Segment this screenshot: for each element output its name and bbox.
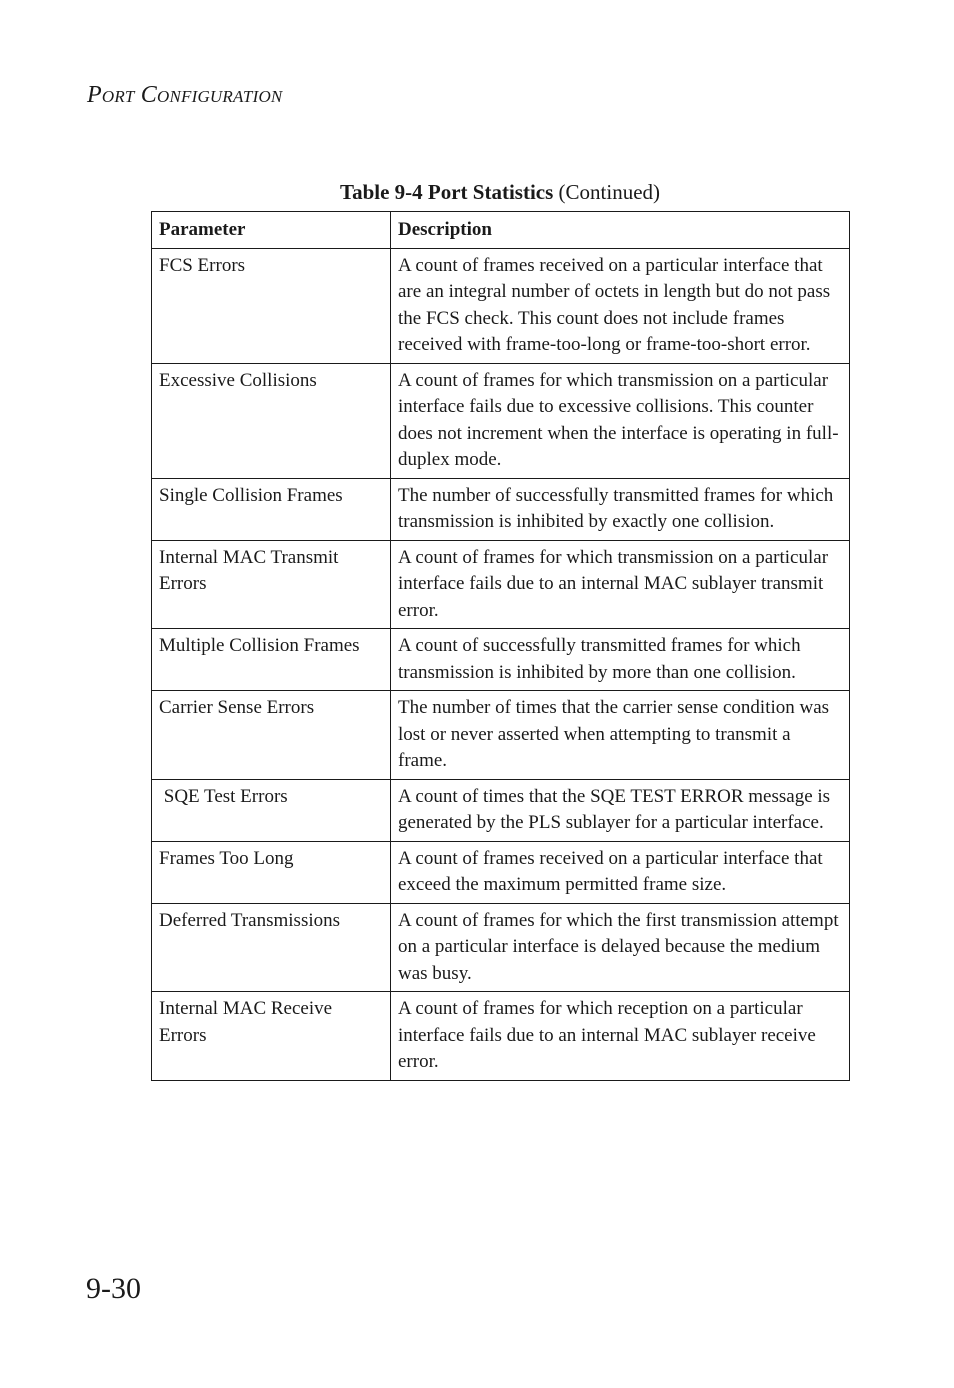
description-cell: A count of frames for which transmission on a particular interface fails due to excessive collisions. This counter does not increment when the interface is operating in full-duplex mode. [391,363,850,478]
table-caption [151,178,849,206]
description-cell: A count of successfully transmitted frames for which transmission is inhibited by more than one collision. [391,629,850,691]
table-row [152,629,850,691]
description-cell: The number of successfully transmitted frames for which transmission is inhibited by exactly one collision. [391,478,850,540]
table-caption-label: Table 9-4 Port Statistics [339,180,554,204]
parameter-cell: Internal MAC Receive Errors [152,992,391,1081]
parameter-cell: Carrier Sense Errors [152,691,391,780]
parameter-cell: SQE Test Errors [152,779,391,841]
parameter-cell: Frames Too Long [152,841,391,903]
table-row [152,841,850,903]
table-row [152,992,850,1081]
table-row [152,248,850,363]
table-row [152,779,850,841]
parameter-cell: FCS Errors [152,248,391,363]
table-row [152,903,850,992]
table-caption-suffix: (Continued) [553,180,661,204]
port-statistics-table [151,211,850,1081]
description-cell: The number of times that the carrier sense condition was lost or never asserted when attempting to transmit a frame. [391,691,850,780]
parameter-cell: Internal MAC Transmit Errors [152,540,391,629]
table-row [152,691,850,780]
description-cell: A count of frames for which transmission on a particular interface fails due to an internal MAC sublayer transmit error. [391,540,850,629]
parameter-cell: Multiple Collision Frames [152,629,391,691]
description-cell: A count of frames for which the first transmission attempt on a particular interface is delayed because the medium was busy. [391,903,850,992]
running-header: Port Configuration [87,82,283,108]
table-row [152,478,850,540]
parameter-cell: Single Collision Frames [152,478,391,540]
parameter-cell: Excessive Collisions [152,363,391,478]
column-header-description: Description [391,212,850,249]
description-cell: A count of frames for which reception on a particular interface fails due to an internal MAC sublayer receive error. [391,992,850,1081]
page-number: 9-30 [86,1272,141,1305]
table-row [152,363,850,478]
description-cell: A count of frames received on a particular interface that exceed the maximum permitted frame size. [391,841,850,903]
table-row [152,540,850,629]
parameter-cell: Deferred Transmissions [152,903,391,992]
table-header-row [152,212,850,249]
column-header-parameter: Parameter [152,212,391,249]
description-cell: A count of times that the SQE TEST ERROR message is generated by the PLS sublayer for a particular interface. [391,779,850,841]
description-cell: A count of frames received on a particular interface that are an integral number of octets in length but do not pass the FCS check. This count does not include frames received with frame-too-long or frame-too-short error. [391,248,850,363]
